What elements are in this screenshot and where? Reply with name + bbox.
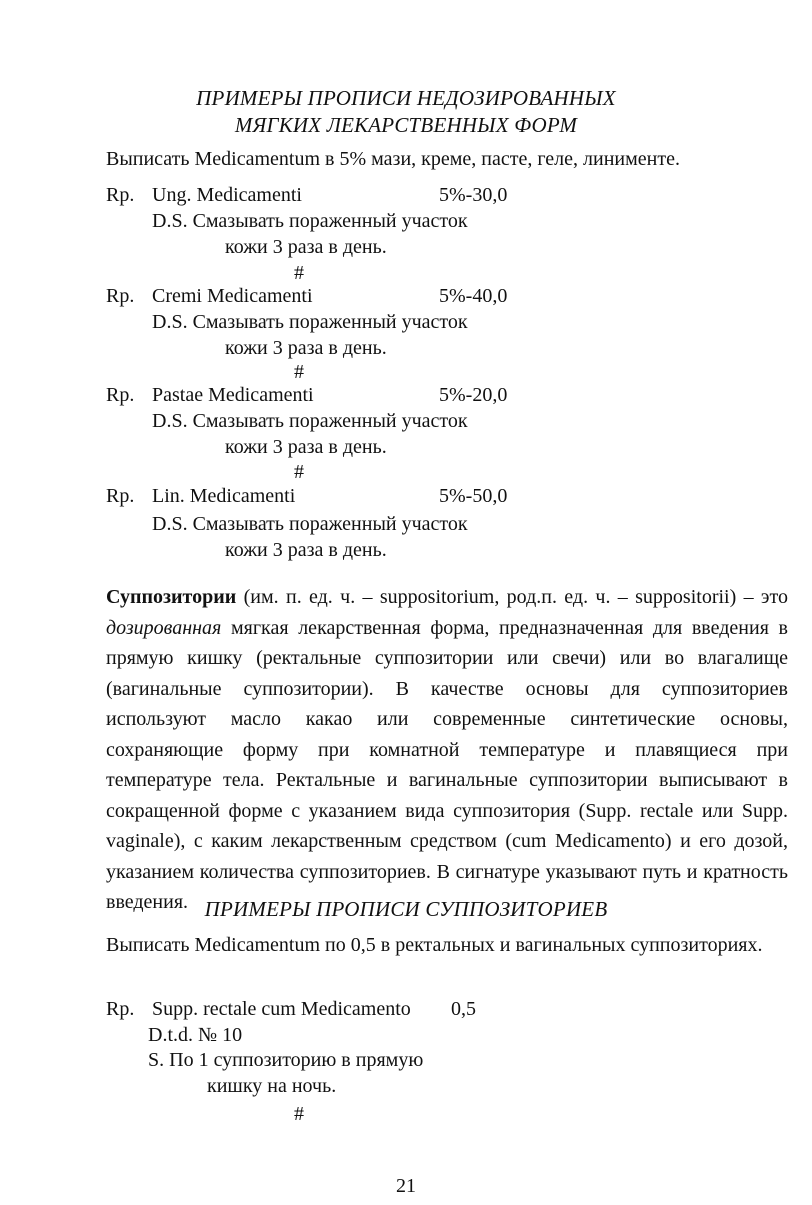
separator: # — [294, 361, 304, 383]
section-heading-ointments-line2: МЯГКИХ ЛЕКАРСТВЕННЫХ ФОРМ — [234, 113, 578, 137]
signature-line-cont: кожи 3 раза в день. — [225, 539, 387, 561]
signature-line-cont: кожи 3 раза в день. — [225, 236, 387, 258]
drug-name: Supp. rectale cum Medicamento — [152, 998, 411, 1020]
section-heading-ointments-line1: ПРИМЕРЫ ПРОПИСИ НЕДОЗИРОВАННЫХ — [196, 86, 616, 110]
signature-line-cont: кишку на ночь. — [207, 1075, 337, 1097]
task-text-ointments: Выписать Medicamentum в 5% мази, креме, пасте, геле, линименте. — [106, 148, 680, 170]
paragraph-text-part: мягкая лекарственная форма, предназначенная для введения в прямую кишку (ректальные суппозитории или свечи) или во влагалище (вагинальные суппозитории). В качестве основы для суппозиториев используют масло какао или современные синтетические основы, сохраняющие форму при комнатной температуре и плавящиеся при температуре тела. Ректальные и вагинальные суппозитории выписывают в сокращенной форме с указанием вида суппозитория (Supp. rectale или Supp. vaginale), с каким лекарственным средством (cum Medicamento) и его дозой, указанием количества суппозиториев. В сигнатуре указывают путь и кратность введения. — [106, 616, 788, 913]
drug-dose: 5%-20,0 — [439, 384, 508, 406]
section-heading-suppositories: ПРИМЕРЫ ПРОПИСИ СУППОЗИТОРИЕВ — [204, 897, 608, 921]
rp-label: Rp. — [106, 998, 135, 1020]
rp-label: Rp. — [106, 485, 135, 507]
separator: # — [294, 461, 304, 483]
signature-line-cont: кожи 3 раза в день. — [225, 436, 387, 458]
separator: # — [294, 262, 304, 284]
drug-name: Lin. Medicamenti — [152, 485, 296, 507]
task-text-suppositories: Выписать Medicamentum по 0,5 в ректальных и вагинальных суппозиториях. — [106, 934, 763, 956]
signature-line: D.S. Смазывать пораженный участок — [152, 311, 468, 333]
drug-name: Ung. Medicamenti — [152, 184, 302, 206]
rp-label: Rp. — [106, 384, 135, 406]
rp-label: Rp. — [106, 184, 135, 206]
paragraph-text-part: (им. п. ед. ч. – suppositorium, род.п. ед. ч. – suppositorii) – это — [236, 586, 788, 608]
dtd-line: D.t.d. № 10 — [148, 1024, 243, 1046]
drug-name: Cremi Medicamenti — [152, 285, 313, 307]
paragraph-italic-term: дозированная — [106, 616, 222, 639]
drug-dose: 5%-30,0 — [439, 184, 508, 206]
drug-name: Pastae Medicamenti — [152, 384, 314, 406]
drug-dose: 5%-40,0 — [439, 285, 508, 307]
term-suppositories: Суппозитории — [106, 586, 237, 608]
drug-dose: 0,5 — [451, 998, 476, 1020]
suppositories-paragraph — [106, 582, 788, 918]
rp-label: Rp. — [106, 285, 135, 307]
signature-line: S. По 1 суппозиторию в прямую — [148, 1049, 424, 1071]
page-number: 21 — [396, 1175, 416, 1197]
signature-line-cont: кожи 3 раза в день. — [225, 337, 387, 359]
drug-dose: 5%-50,0 — [439, 485, 508, 507]
signature-line: D.S. Смазывать пораженный участок — [152, 410, 468, 432]
signature-line: D.S. Смазывать пораженный участок — [152, 210, 468, 232]
separator: # — [294, 1103, 304, 1125]
signature-line: D.S. Смазывать пораженный участок — [152, 513, 468, 535]
